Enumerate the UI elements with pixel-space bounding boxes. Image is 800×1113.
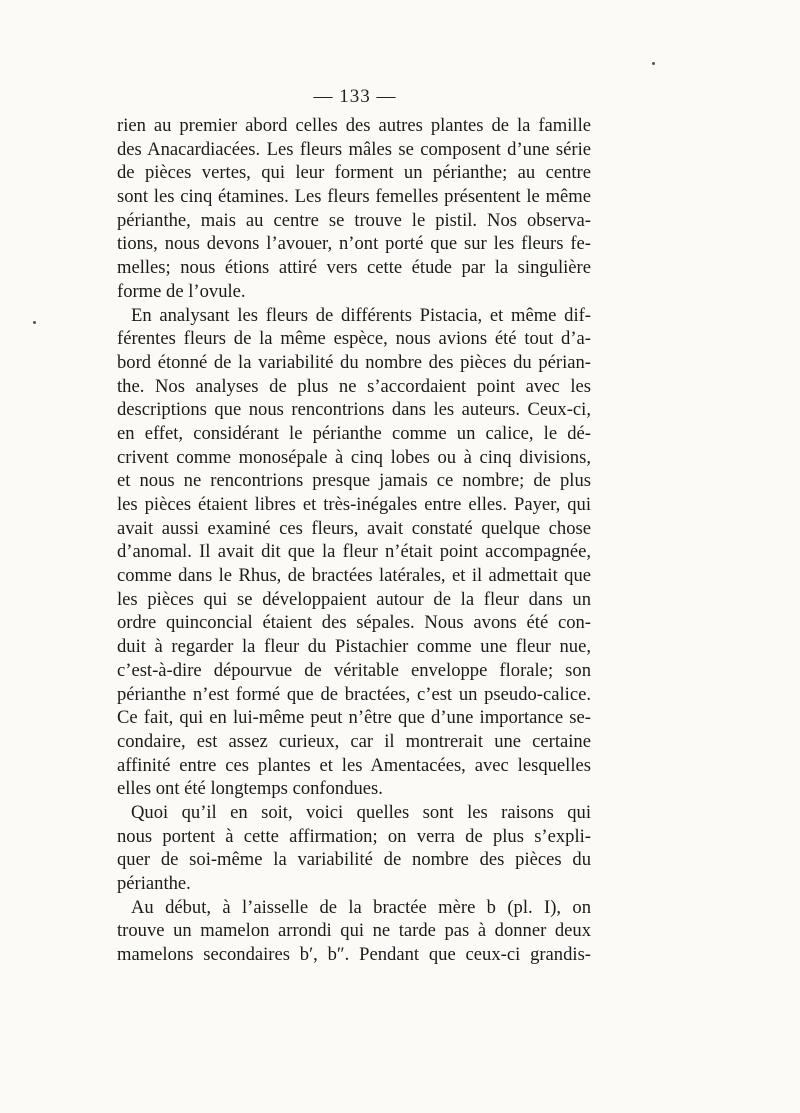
text-line: avait aussi examiné ces fleurs, avait constaté quelque chose: [117, 517, 591, 539]
text-line: de pièces vertes, qui leur forment un périanthe; au centre: [117, 162, 591, 184]
text-line: comme dans le Rhus, de bractées latérales, et il admettait que: [117, 565, 591, 587]
text-line: descriptions que nous rencontrions dans les auteurs. Ceux-ci,: [117, 399, 591, 421]
text-line: trouve un mamelon arrondi qui ne tarde pas à donner deux: [117, 920, 591, 942]
text-line: les pièces qui se développaient autour de la fleur dans un: [117, 588, 591, 610]
text-line: condaire, est assez curieux, car il montrerait une certaine: [117, 730, 591, 752]
text-line: melles; nous étions attiré vers cette étude par la singulière: [117, 257, 591, 279]
text-line: c’est-à-dire dépourvue de véritable enveloppe florale; son: [117, 659, 591, 681]
text-line: périanthe.: [117, 873, 191, 894]
text-line: quer de soi-même la variabilité de nombre des pièces du: [117, 849, 591, 871]
text-line: elles ont été longtemps confondues.: [117, 778, 383, 800]
text-line: bord étonné de la variabilité du nombre des pièces du périan-: [117, 351, 591, 373]
text-line: duit à regarder la fleur du Pistachier comme une fleur nue,: [117, 636, 591, 658]
text-line: crivent comme monosépale à cinq lobes ou à cinq divisions,: [117, 446, 591, 468]
paper-speck: [33, 321, 36, 324]
text-line: les pièces étaient libres et très-inégales entre elles. Payer, qui: [117, 494, 591, 515]
text-line: rien au premier abord celles des autres plantes de la famille: [117, 115, 591, 136]
body-text: [117, 114, 591, 967]
text-line: affinité entre ces plantes et les Amentacées, avec lesquelles: [117, 754, 591, 776]
text-line: d’anomal. Il avait dit que la fleur n’était point accompagnée,: [117, 541, 591, 563]
text-line: the. Nos analyses de plus ne s’accordaient point avec les: [117, 375, 591, 397]
paper-speck: [652, 62, 655, 65]
text-line: forme de l’ovule.: [117, 280, 246, 302]
text-line: sont les cinq étamines. Les fleurs femelles présentent le même: [117, 186, 591, 208]
text-line: Quoi qu’il en soit, voici quelles sont les raisons qui: [131, 801, 591, 823]
text-line: Au début, à l’aisselle de la bractée mère b (pl. I), on: [131, 896, 591, 918]
text-line: En analysant les fleurs de différents Pistacia, et même dif-: [131, 304, 591, 326]
text-line: des Anacardiacées. Les fleurs mâles se composent d’une série: [117, 138, 591, 160]
page-number: — 133 —: [313, 86, 397, 107]
text-line: mamelons secondaires b′, b″. Pendant que ceux-ci grandis-: [117, 944, 591, 966]
text-line: périanthe n’est formé que de bractées, c’est un pseudo-calice.: [117, 683, 591, 705]
text-line: nous portent à cette affirmation; on verra de plus s’expli-: [117, 825, 591, 847]
text-line: et nous ne rencontrions presque jamais ce nombre; de plus: [117, 470, 591, 492]
text-line: tions, nous devons l’avouer, n’ont porté que sur les fleurs fe-: [117, 233, 591, 255]
text-line: férentes fleurs de la même espèce, nous avions été tout d’a-: [117, 328, 591, 350]
text-line: ordre quinconcial étaient des sépales. Nous avons été con-: [117, 612, 591, 634]
text-line: périanthe, mais au centre se trouve le pistil. Nos observa-: [117, 209, 591, 231]
text-line: en effet, considérant le périanthe comme un calice, le dé-: [117, 422, 591, 444]
text-line: Ce fait, qui en lui-même peut n’être que d’une importance se-: [117, 707, 591, 729]
